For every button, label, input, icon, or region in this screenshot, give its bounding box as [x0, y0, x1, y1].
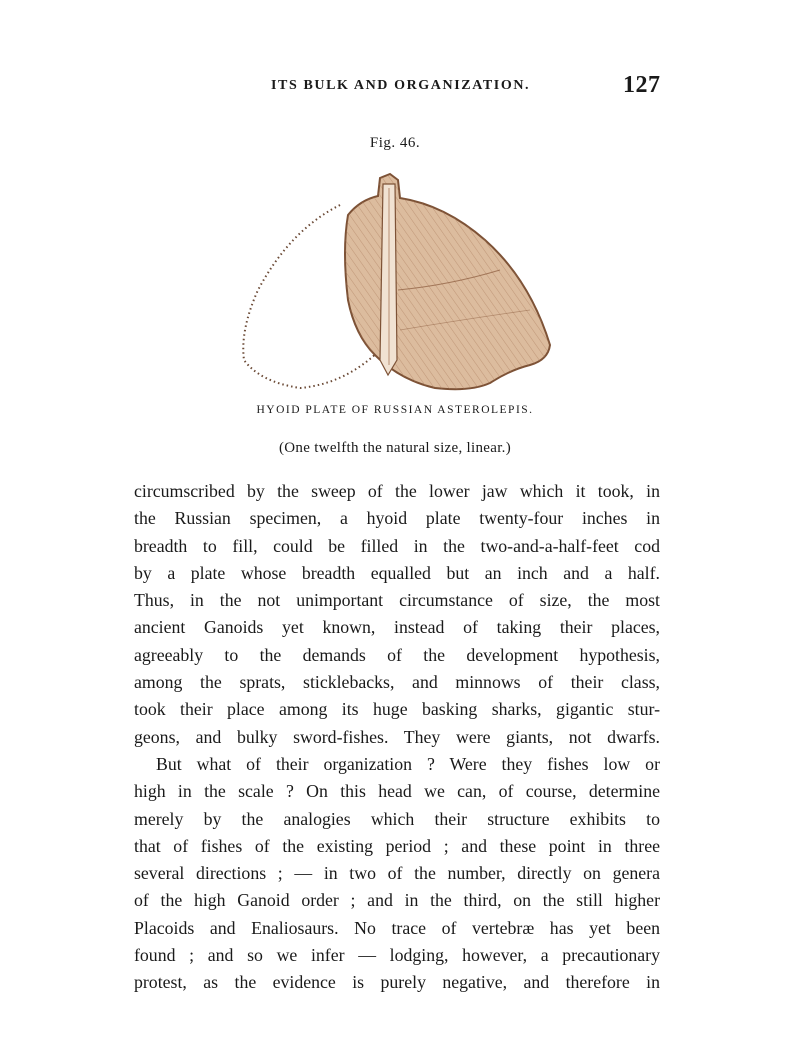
hyoid-plate-illustration: [230, 170, 570, 400]
text-line: protest, as the evidence is purely negative, and therefore in: [134, 972, 660, 993]
text-line: circumscribed by the sweep of the lower jaw which it took, in: [134, 481, 660, 501]
text-line: high in the scale ? On this head we can, of course, determine: [134, 781, 660, 802]
body-text: [134, 478, 660, 997]
text-line: among the sprats, sticklebacks, and minnows of their class,: [134, 672, 660, 693]
text-line: Placoids and Enaliosaurs. No trace of vertebræ has yet been: [134, 917, 660, 938]
text-line: took their place among its huge basking sharks, gigantic stur-: [134, 699, 660, 720]
text-line: several directions ; — in two of the number, directly on genera: [134, 863, 660, 884]
central-ridge: [380, 184, 397, 375]
text-line: that of fishes of the existing period ; and these point in three: [134, 835, 660, 856]
text-line: breadth to fill, could be filled in the two-and-a-half-feet cod: [134, 535, 660, 556]
text-line: of the high Ganoid order ; and in the third, on the still higher: [134, 890, 660, 911]
text-line: ancient Ganoids yet known, instead of taking their places,: [134, 617, 660, 638]
page-number: 127: [623, 72, 661, 98]
text-line: the Russian specimen, a hyoid plate twenty-four inches in: [134, 508, 660, 529]
running-title: ITS BULK AND ORGANIZATION.: [271, 78, 531, 93]
figure-label: Fig. 46.: [369, 135, 421, 151]
text-line: by a plate whose breadth equalled but an inch and a half.: [134, 562, 660, 583]
text-line: geons, and bulky sword-fishes. They were giants, not dwarfs.: [134, 726, 660, 747]
text-line: But what of their organization ? Were they fishes low or: [156, 753, 660, 774]
text-line: merely by the analogies which their structure exhibits to: [134, 808, 660, 829]
text-line: Thus, in the not unimportant circumstance of size, the most: [134, 590, 660, 611]
text-line: agreeably to the demands of the development hypothesis,: [134, 644, 660, 665]
text-line: found ; and so we infer — lodging, however, a precautionary: [134, 945, 660, 966]
figure-caption: HYOID PLATE OF RUSSIAN ASTEROLEPIS.: [256, 404, 534, 416]
figure-sub-caption: (One twelfth the natural size, linear.): [278, 440, 512, 456]
running-head: [0, 72, 800, 100]
